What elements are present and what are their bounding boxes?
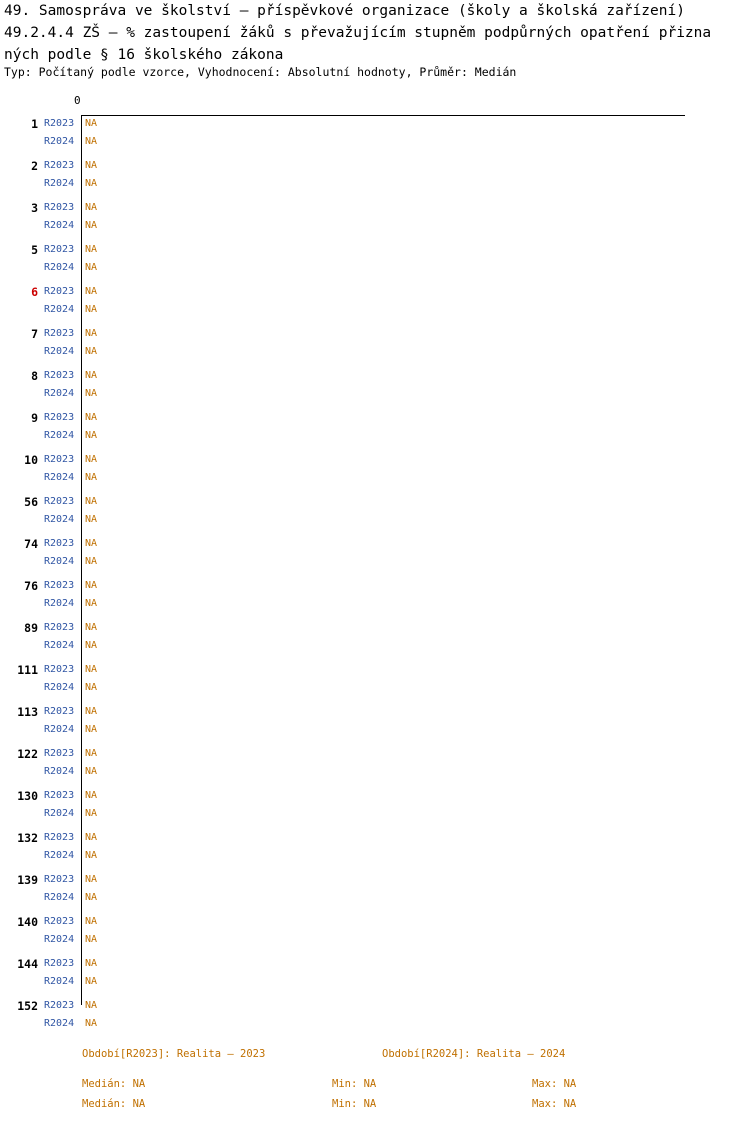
category-label: 2 — [31, 159, 38, 173]
legend-spacer — [0, 1068, 750, 1078]
chart-row-group — [0, 157, 750, 199]
series-label-r2023: R2023 — [44, 748, 75, 759]
max-r2023: Max: NA — [532, 1078, 577, 1090]
category-label: 9 — [31, 411, 38, 425]
bar-value-r2024: NA — [85, 766, 98, 777]
series-label-r2023: R2023 — [44, 538, 75, 549]
bar-value-r2023: NA — [85, 580, 98, 591]
table-row — [0, 637, 750, 655]
bar-value-r2024: NA — [85, 556, 98, 567]
series-label-r2023: R2023 — [44, 160, 75, 171]
bar-value-r2024: NA — [85, 976, 98, 987]
title-line-3: ných podle § 16 školského zákona — [4, 47, 284, 63]
category-label: 3 — [31, 201, 38, 215]
series-label-r2024: R2024 — [44, 976, 75, 987]
chart-rows — [0, 115, 750, 1039]
bar-value-r2024: NA — [85, 892, 98, 903]
chart-row-group — [0, 535, 750, 577]
series-label-r2023: R2023 — [44, 286, 75, 297]
table-row — [0, 115, 750, 133]
bar-value-r2024: NA — [85, 724, 98, 735]
table-row — [0, 703, 750, 721]
series-label-r2023: R2023 — [44, 958, 75, 969]
series-label-r2023: R2023 — [44, 412, 75, 423]
series-label-r2024: R2024 — [44, 598, 75, 609]
series-label-r2023: R2023 — [44, 370, 75, 381]
bar-value-r2024: NA — [85, 388, 98, 399]
bar-value-r2024: NA — [85, 304, 98, 315]
table-row — [0, 157, 750, 175]
bar-value-r2024: NA — [85, 934, 98, 945]
table-row — [0, 721, 750, 739]
table-row — [0, 241, 750, 259]
bar-value-r2023: NA — [85, 1000, 98, 1011]
bar-value-r2024: NA — [85, 136, 98, 147]
series-label-r2023: R2023 — [44, 118, 75, 129]
bar-value-r2023: NA — [85, 412, 98, 423]
category-label: 56 — [24, 495, 38, 509]
category-label: 152 — [17, 999, 38, 1013]
chart-row-group — [0, 955, 750, 997]
category-label: 74 — [24, 537, 38, 551]
series-label-r2024: R2024 — [44, 766, 75, 777]
table-row — [0, 997, 750, 1015]
bar-value-r2023: NA — [85, 454, 98, 465]
bar-value-r2024: NA — [85, 850, 98, 861]
chart-row-group — [0, 661, 750, 703]
bar-value-r2024: NA — [85, 262, 98, 273]
series-label-r2024: R2024 — [44, 472, 75, 483]
bar-value-r2024: NA — [85, 220, 98, 231]
table-row — [0, 763, 750, 781]
bar-value-r2023: NA — [85, 370, 98, 381]
bar-value-r2023: NA — [85, 328, 98, 339]
series-label-r2023: R2023 — [44, 916, 75, 927]
chart-row-group — [0, 577, 750, 619]
bar-value-r2024: NA — [85, 598, 98, 609]
bar-value-r2023: NA — [85, 118, 98, 129]
table-row — [0, 619, 750, 637]
series-label-r2024: R2024 — [44, 136, 75, 147]
series-label-r2024: R2024 — [44, 640, 75, 651]
table-row — [0, 343, 750, 361]
bar-value-r2023: NA — [85, 916, 98, 927]
bar-value-r2023: NA — [85, 664, 98, 675]
table-row — [0, 217, 750, 235]
min-r2024: Min: NA — [332, 1098, 377, 1110]
chart-row-group — [0, 703, 750, 745]
table-row — [0, 805, 750, 823]
stats-row-r2023 — [0, 1078, 750, 1098]
chart-row-group — [0, 871, 750, 913]
median-r2023: Medián: NA — [82, 1078, 146, 1090]
table-row — [0, 661, 750, 679]
series-label-r2024: R2024 — [44, 934, 75, 945]
series-label-r2023: R2023 — [44, 664, 75, 675]
table-row — [0, 367, 750, 385]
bar-value-r2023: NA — [85, 874, 98, 885]
chart-row-group — [0, 829, 750, 871]
table-row — [0, 973, 750, 991]
table-row — [0, 301, 750, 319]
table-row — [0, 199, 750, 217]
chart-row-group — [0, 367, 750, 409]
series-label-r2024: R2024 — [44, 262, 75, 273]
category-label: 7 — [31, 327, 38, 341]
max-r2024: Max: NA — [532, 1098, 577, 1110]
title-line-2: 49.2.4.4 ZŠ – % zastoupení žáků s převažujícím stupněm podpůrných opatření přizna — [4, 25, 712, 41]
table-row — [0, 829, 750, 847]
table-row — [0, 955, 750, 973]
series-label-r2023: R2023 — [44, 790, 75, 801]
series-label-r2023: R2023 — [44, 832, 75, 843]
table-row — [0, 427, 750, 445]
series-label-r2024: R2024 — [44, 850, 75, 861]
series-label-r2023: R2023 — [44, 496, 75, 507]
chart-row-group — [0, 997, 750, 1039]
table-row — [0, 535, 750, 553]
series-label-r2024: R2024 — [44, 430, 75, 441]
legend-item-r2023: Období[R2023]: Realita – 2023 — [82, 1048, 266, 1060]
bar-value-r2023: NA — [85, 958, 98, 969]
bar-value-r2024: NA — [85, 640, 98, 651]
table-row — [0, 553, 750, 571]
chart-row-group — [0, 493, 750, 535]
category-label: 130 — [17, 789, 38, 803]
chart-row-group — [0, 619, 750, 661]
chart-subtitle: Typ: Počítaný podle vzorce, Vyhodnocení: Absolutní hodnoty, Průměr: Medián — [4, 65, 517, 79]
table-row — [0, 133, 750, 151]
bar-value-r2024: NA — [85, 808, 98, 819]
table-row — [0, 931, 750, 949]
table-row — [0, 259, 750, 277]
series-label-r2023: R2023 — [44, 706, 75, 717]
table-row — [0, 1015, 750, 1033]
bar-value-r2023: NA — [85, 202, 98, 213]
bar-value-r2024: NA — [85, 430, 98, 441]
chart-row-group — [0, 913, 750, 955]
table-row — [0, 847, 750, 865]
table-row — [0, 913, 750, 931]
bar-value-r2024: NA — [85, 178, 98, 189]
chart-legend — [0, 1048, 750, 1118]
category-label: 140 — [17, 915, 38, 929]
series-label-r2024: R2024 — [44, 346, 75, 357]
series-label-r2023: R2023 — [44, 454, 75, 465]
bar-value-r2024: NA — [85, 472, 98, 483]
category-label: 139 — [17, 873, 38, 887]
chart-row-group — [0, 745, 750, 787]
category-label: 144 — [17, 957, 38, 971]
bar-value-r2023: NA — [85, 496, 98, 507]
series-label-r2023: R2023 — [44, 202, 75, 213]
series-label-r2024: R2024 — [44, 892, 75, 903]
bar-value-r2023: NA — [85, 286, 98, 297]
chart-row-group — [0, 325, 750, 367]
category-label: 76 — [24, 579, 38, 593]
title-line-1: 49. Samospráva ve školství – příspěvkové organizace (školy a školská zařízení) — [4, 3, 685, 19]
series-label-r2023: R2023 — [44, 874, 75, 885]
category-label: 5 — [31, 243, 38, 257]
bar-value-r2023: NA — [85, 706, 98, 717]
table-row — [0, 745, 750, 763]
chart-row-group — [0, 241, 750, 283]
series-label-r2024: R2024 — [44, 388, 75, 399]
median-r2024: Medián: NA — [82, 1098, 146, 1110]
table-row — [0, 469, 750, 487]
series-label-r2023: R2023 — [44, 580, 75, 591]
table-row — [0, 175, 750, 193]
category-label: 113 — [17, 705, 38, 719]
bar-value-r2023: NA — [85, 160, 98, 171]
stats-row-r2024 — [0, 1098, 750, 1118]
bar-value-r2023: NA — [85, 748, 98, 759]
category-label: 1 — [31, 117, 38, 131]
table-row — [0, 511, 750, 529]
legend-series-row — [0, 1048, 750, 1068]
category-label: 8 — [31, 369, 38, 383]
table-row — [0, 493, 750, 511]
series-label-r2024: R2024 — [44, 556, 75, 567]
bar-value-r2023: NA — [85, 538, 98, 549]
series-label-r2023: R2023 — [44, 1000, 75, 1011]
series-label-r2024: R2024 — [44, 304, 75, 315]
table-row — [0, 325, 750, 343]
bar-value-r2023: NA — [85, 790, 98, 801]
series-label-r2023: R2023 — [44, 244, 75, 255]
chart-row-group — [0, 199, 750, 241]
series-label-r2023: R2023 — [44, 328, 75, 339]
series-label-r2024: R2024 — [44, 178, 75, 189]
table-row — [0, 283, 750, 301]
table-row — [0, 679, 750, 697]
bar-value-r2023: NA — [85, 622, 98, 633]
series-label-r2024: R2024 — [44, 220, 75, 231]
table-row — [0, 577, 750, 595]
category-label: 111 — [17, 663, 38, 677]
category-label: 89 — [24, 621, 38, 635]
legend-item-r2024: Období[R2024]: Realita – 2024 — [382, 1048, 566, 1060]
table-row — [0, 409, 750, 427]
category-label: 6 — [31, 285, 38, 299]
bar-value-r2024: NA — [85, 514, 98, 525]
table-row — [0, 595, 750, 613]
bar-value-r2024: NA — [85, 346, 98, 357]
bar-value-r2024: NA — [85, 682, 98, 693]
table-row — [0, 871, 750, 889]
series-label-r2024: R2024 — [44, 1018, 75, 1029]
chart-row-group — [0, 115, 750, 157]
series-label-r2024: R2024 — [44, 808, 75, 819]
chart-row-group — [0, 451, 750, 493]
bar-value-r2023: NA — [85, 244, 98, 255]
min-r2023: Min: NA — [332, 1078, 377, 1090]
chart-title — [4, 0, 750, 66]
chart-row-group — [0, 787, 750, 829]
chart-row-group — [0, 409, 750, 451]
category-label: 132 — [17, 831, 38, 845]
series-label-r2024: R2024 — [44, 724, 75, 735]
table-row — [0, 451, 750, 469]
bar-value-r2023: NA — [85, 832, 98, 843]
category-label: 122 — [17, 747, 38, 761]
series-label-r2024: R2024 — [44, 514, 75, 525]
category-label: 10 — [24, 453, 38, 467]
series-label-r2024: R2024 — [44, 682, 75, 693]
chart-row-group — [0, 283, 750, 325]
series-label-r2023: R2023 — [44, 622, 75, 633]
table-row — [0, 889, 750, 907]
bar-value-r2024: NA — [85, 1018, 98, 1029]
table-row — [0, 787, 750, 805]
x-axis-tick-zero: 0 — [74, 94, 81, 107]
table-row — [0, 385, 750, 403]
